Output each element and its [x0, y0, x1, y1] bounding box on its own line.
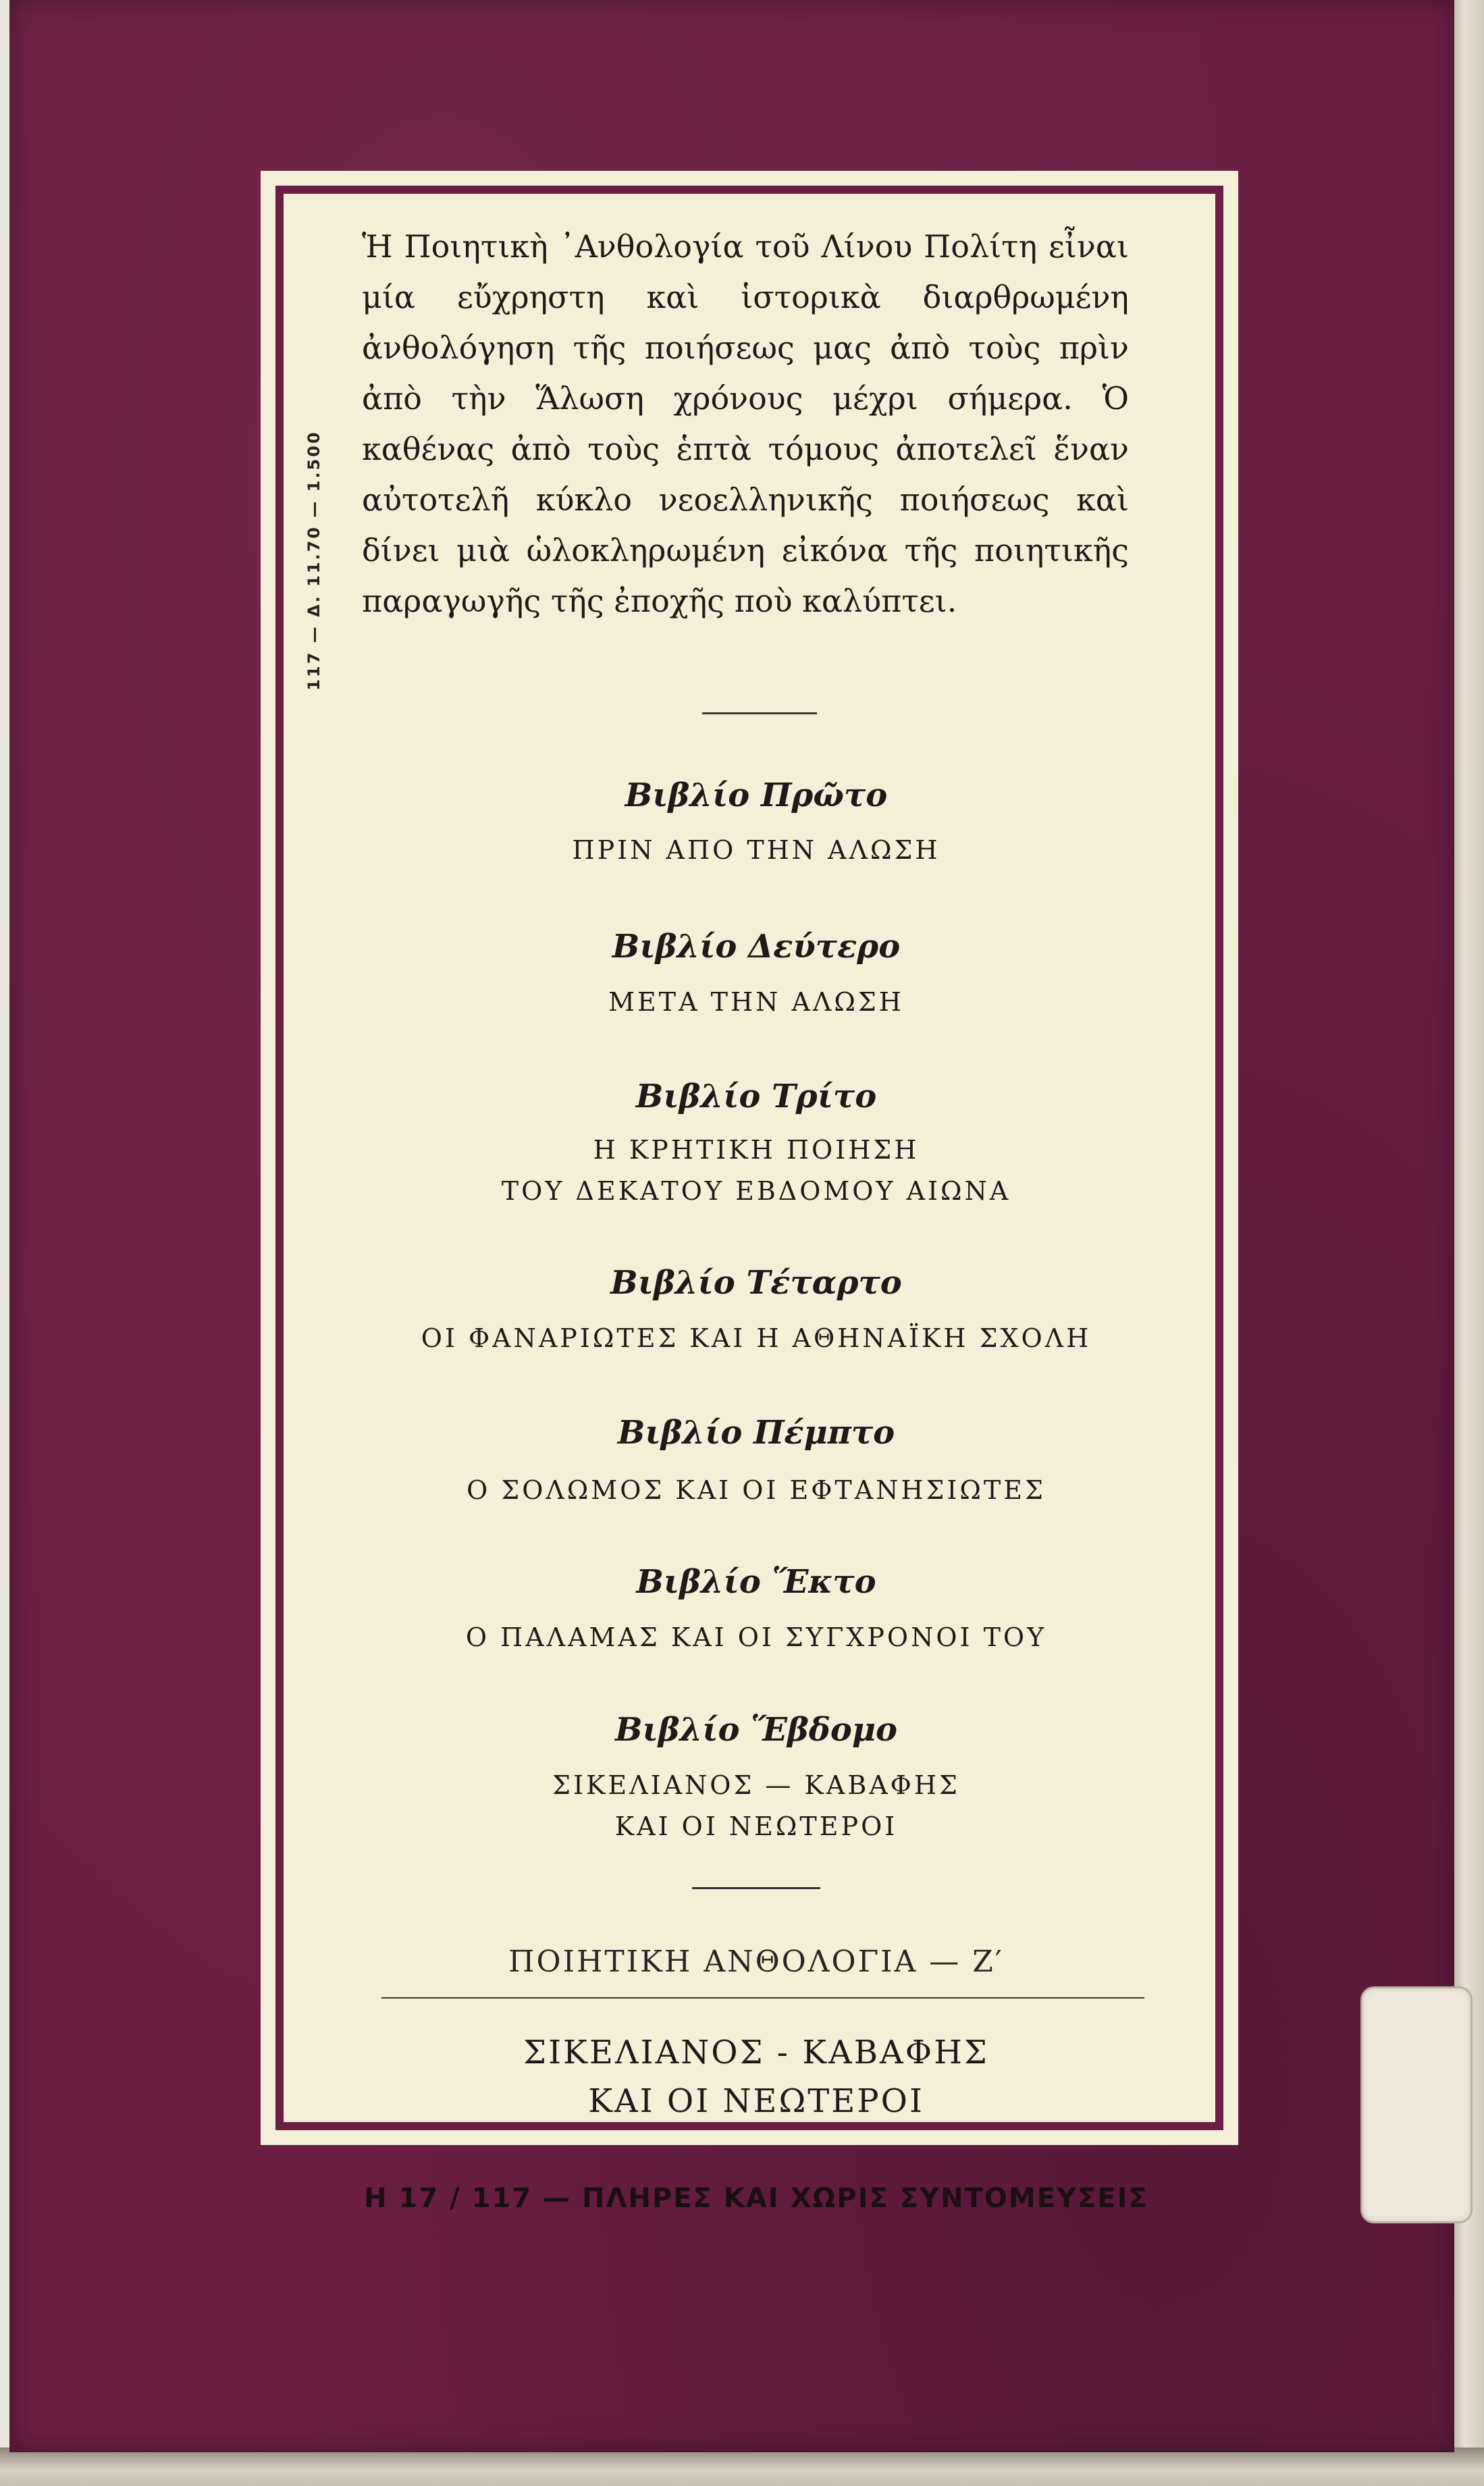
volume-title-line1: ΣΙΚΕΛΙΑΝΟΣ - ΚΑΒΑΦΗΣ: [523, 2034, 989, 2071]
intro-paragraph: Ἡ Ποιητικὴ ᾿Ανθολογία τοῦ Λίνου Πολίτη εἶναι μία εὔχρηστη καὶ ἱστορικὰ διαρθρωμένη ἀνθολόγηση τῆς ποιήσεως μας ἀπὸ τοὺς πρὶν ἀπὸ τὴν Ἅλωση χρόνους μέχρι σήμερα. Ὁ καθένας ἀπὸ τοὺς ἑπτὰ τόμους ἀποτελεῖ ἕναν αὐτοτελῆ κύκλο νεοελληνικῆς ποιήσεως καὶ δίνει μιὰ ὡλοκληρωμένη εἰκόνα τῆς ποιητικῆς παραγωγῆς τῆς ἐποχῆς ποὺ καλύπτει.: [362, 228, 1129, 619]
book-bottom-edge: [0, 2448, 1484, 2486]
book-1-title: ΠΡΙΝ ΑΠΟ ΤΗΝ ΑΛΩΣΗ: [572, 835, 940, 865]
book-4-title: ΟΙ ΦΑΝΑΡΙΩΤΕΣ ΚΑΙ Η ΑΘΗΝΑΪΚΗ ΣΧΟΛΗ: [421, 1323, 1092, 1353]
book-3-title-line1: Η ΚΡΗΤΙΚΗ ΠΟΙΗΣΗ: [593, 1135, 920, 1165]
side-print-code: 117 — Δ. 11.70 — 1.500: [304, 430, 323, 691]
book-2-heading: Βιβλίο Δεύτερο: [612, 928, 901, 966]
book-6-title: Ο ΠΑΛΑΜΑΣ ΚΑΙ ΟΙ ΣΥΓΧΡΟΝΟΙ ΤΟΥ: [465, 1622, 1047, 1652]
book-1-heading: Βιβλίο Πρῶτο: [625, 776, 888, 814]
book-7-heading: Βιβλίο Ἕβδομο: [614, 1711, 898, 1749]
book-7-title-line1: ΣΙΚΕΛΙΑΝΟΣ — ΚΑΒΑΦΗΣ: [552, 1770, 960, 1800]
book-3-title-line2: ΤΟΥ ΔΕΚΑΤΟΥ ΕΒΔΟΜΟΥ ΑΙΩΝΑ: [501, 1176, 1011, 1206]
footer-imprint: Η 17 / 117 — ΠΛΗΡΕΣ ΚΑΙ ΧΩΡΙΣ ΣΥΝΤΟΜΕΥΣΕΙΣ: [364, 2183, 1148, 2214]
book-7-title-line2: ΚΑΙ ΟΙ ΝΕΩΤΕΡΟΙ: [614, 1811, 898, 1841]
book-3-heading: Βιβλίο Τρίτο: [635, 1078, 877, 1115]
volume-title: [284, 2028, 1229, 2125]
book-6-heading: Βιβλίο Ἕκτο: [636, 1563, 876, 1601]
book-5-heading: Βιβλίο Πέμπτο: [617, 1414, 895, 1452]
series-label: ΠΟΙΗΤΙΚΗ ΑΝΘΟΛΟΓΙΑ — Ζ′: [508, 1945, 1004, 1979]
volume-title-line2: ΚΑΙ ΟΙ ΝΕΩΤΕΡΟΙ: [588, 2082, 924, 2120]
divider-bottom: [692, 1887, 820, 1889]
book-2-title: ΜΕΤΑ ΤΗΝ ΑΛΩΣΗ: [608, 987, 904, 1017]
divider-top: [702, 712, 817, 714]
book-4-heading: Βιβλίο Τέταρτο: [610, 1264, 902, 1302]
library-spine-label: [1360, 1986, 1473, 2223]
divider-series: [381, 1997, 1144, 1999]
book-5-title: Ο ΣΟΛΩΜΟΣ ΚΑΙ ΟΙ ΕΦΤΑΝΗΣΙΩΤΕΣ: [467, 1475, 1046, 1505]
